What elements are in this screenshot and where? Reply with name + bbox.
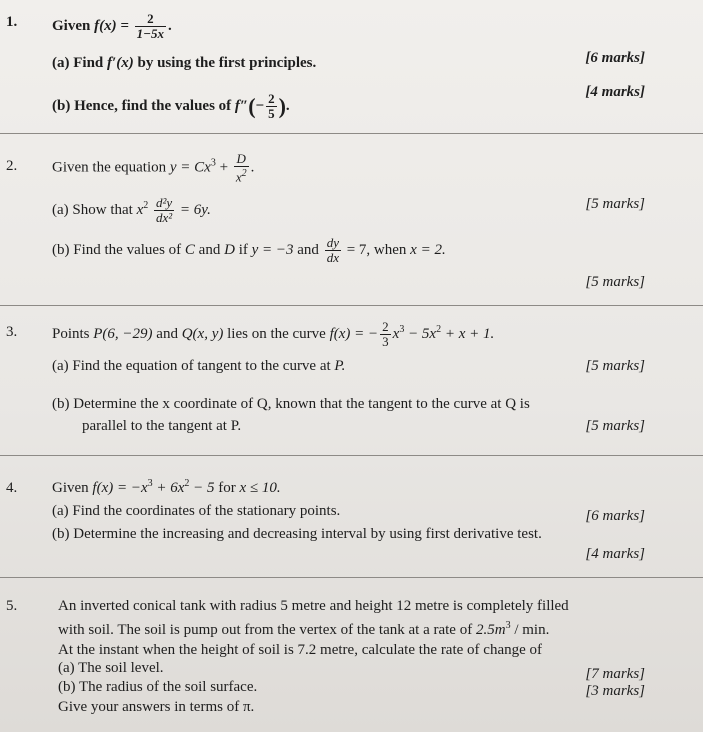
term: − 5 (193, 480, 215, 496)
part-label: (a) (52, 201, 69, 218)
numerator: D (234, 152, 249, 167)
part-text: Hence, find the values of (74, 97, 232, 114)
fraction (325, 236, 341, 265)
given-label: Given (52, 17, 91, 34)
denominator: 3 (382, 334, 389, 349)
numerator: 2 (268, 91, 275, 106)
question-stem (52, 152, 254, 184)
exponent: 3 (399, 323, 405, 335)
numerator: 2 (135, 12, 166, 27)
part-label: (b) (52, 396, 70, 412)
question-number: 2. (6, 158, 18, 174)
marks: [5 marks] (585, 196, 645, 212)
constant-c: C (184, 241, 195, 258)
part-text: Find the equation of tangent to the curve at (72, 358, 331, 374)
part-label: (a) (52, 503, 69, 519)
denominator: dx² (156, 210, 173, 225)
part-text: Show that (72, 201, 133, 218)
fraction (380, 320, 391, 349)
constant-d: D (224, 241, 235, 258)
fraction (234, 152, 249, 184)
part-label: (a) (52, 358, 69, 374)
exponent: 2 (241, 168, 247, 179)
exponent: 3 (505, 620, 511, 631)
stem-line-3: At the instant when the height of soil is 7.2 metre, calculate the rate of change of (58, 642, 543, 658)
part-label: (b) (52, 241, 70, 258)
equation-rest: = 7, when (346, 241, 407, 258)
marks: [5 marks] (585, 358, 645, 374)
question-number: 4. (6, 480, 18, 496)
point-p: P(6, −29) (93, 325, 153, 342)
marks: [6 marks] (585, 508, 645, 524)
fraction (154, 196, 174, 225)
exponent: 3 (210, 157, 216, 169)
second-derivative-expr: f″ (234, 97, 249, 114)
divider (0, 577, 703, 578)
marks: [4 marks] (585, 546, 645, 562)
question-number: 1. (6, 14, 18, 30)
marks: [5 marks] (585, 274, 645, 290)
stem-text: Points (52, 325, 90, 342)
left-paren: ( (248, 93, 256, 119)
numerator: d²y (156, 195, 173, 210)
divider (0, 305, 703, 306)
part-b-line-2: parallel to the tangent at P. (82, 418, 242, 434)
conjunction: and (297, 241, 319, 258)
domain-condition: x ≤ 10. (239, 480, 281, 496)
exponent: 2 (436, 323, 442, 335)
point-q: Q(x, y) (181, 325, 224, 342)
right-paren: ) (278, 93, 286, 119)
point-p: P. (334, 358, 346, 374)
derivative-expr: f′(x) (107, 55, 134, 71)
part-b (52, 236, 446, 265)
stem-line-1: An inverted conical tank with radius 5 metre and height 12 metre is completely filled (58, 598, 569, 614)
minus-sign: − (255, 97, 265, 114)
rate-unit: / min. (514, 622, 550, 638)
marks: [6 marks] (585, 50, 645, 66)
period: . (250, 159, 255, 176)
denominator: 1−5x (136, 26, 165, 41)
question-stem (52, 320, 494, 349)
term: + 6x (156, 480, 185, 496)
marks: [3 marks] (585, 683, 645, 699)
x-value: x = 2. (410, 241, 446, 258)
variable: x (136, 201, 144, 218)
question-number: 3. (6, 324, 18, 340)
term: + x + 1. (444, 325, 495, 342)
divider (0, 133, 703, 134)
y-value: y = −3 (251, 241, 294, 258)
question-stem (52, 12, 172, 41)
equation-expr: y = Cx (169, 159, 211, 176)
exponent: 3 (147, 478, 153, 489)
function-lhs: f(x) = − (329, 325, 379, 342)
exponent: 2 (184, 478, 190, 489)
part-b-line-1 (52, 396, 530, 413)
given-label: Given (52, 480, 89, 496)
stem-text: lies on the curve (227, 325, 326, 342)
conjunction: and (198, 241, 221, 258)
denominator: x (235, 169, 242, 185)
conjunction: if (238, 241, 248, 258)
part-b: (b) The radius of the soil surface. (58, 679, 258, 695)
denominator: 5 (268, 106, 275, 121)
part-a (52, 55, 316, 72)
stem-line-2 (58, 620, 549, 639)
part-a (52, 503, 340, 520)
divider (0, 455, 703, 456)
part-b (52, 526, 542, 543)
part-text-rest: by using the first principles. (137, 55, 317, 71)
given-text: Given the equation (52, 159, 167, 176)
term: − 5x (408, 325, 437, 342)
period: . (285, 97, 290, 114)
part-text: Determine the increasing and decreasing interval by using first derivative test. (73, 526, 542, 542)
part-text: Find the coordinates of the stationary points. (72, 503, 341, 519)
question-number: 5. (6, 598, 18, 614)
marks: [4 marks] (585, 84, 645, 100)
part-a: (a) The soil level. (58, 660, 164, 676)
numerator: 2 (382, 319, 389, 334)
term: x (392, 325, 400, 342)
fraction (266, 92, 277, 121)
fraction (135, 12, 166, 41)
conjunction: for (218, 480, 236, 496)
stem-text: with soil. The soil is pump out from the vertex of the tank at a rate of (58, 622, 473, 638)
equation-rest: = 6y. (179, 201, 211, 218)
marks: [7 marks] (585, 666, 645, 682)
part-text: Determine the x coordinate of Q, known that the tangent to the curve at Q is (73, 396, 530, 412)
part-label: (a) (52, 55, 70, 71)
question-stem (52, 478, 281, 497)
term: f(x) = −x (92, 480, 148, 496)
conjunction: and (156, 325, 178, 342)
numerator: dy (326, 235, 339, 250)
part-a (52, 358, 345, 375)
stem-line-end: Give your answers in terms of π. (58, 699, 255, 715)
denominator: dx (326, 250, 339, 265)
part-label: (b) (52, 526, 70, 542)
part-b (52, 92, 290, 121)
rate-value: 2.5m (475, 622, 506, 638)
function-lhs: f(x) = (94, 17, 129, 34)
part-text: Find the values of (73, 241, 182, 258)
part-label: (b) (52, 97, 71, 114)
period: . (168, 17, 172, 34)
marks: [5 marks] (585, 418, 645, 434)
exponent: 2 (143, 199, 149, 211)
plus-sign: + (219, 159, 229, 176)
part-text: Find (73, 55, 104, 71)
part-a (52, 196, 211, 225)
